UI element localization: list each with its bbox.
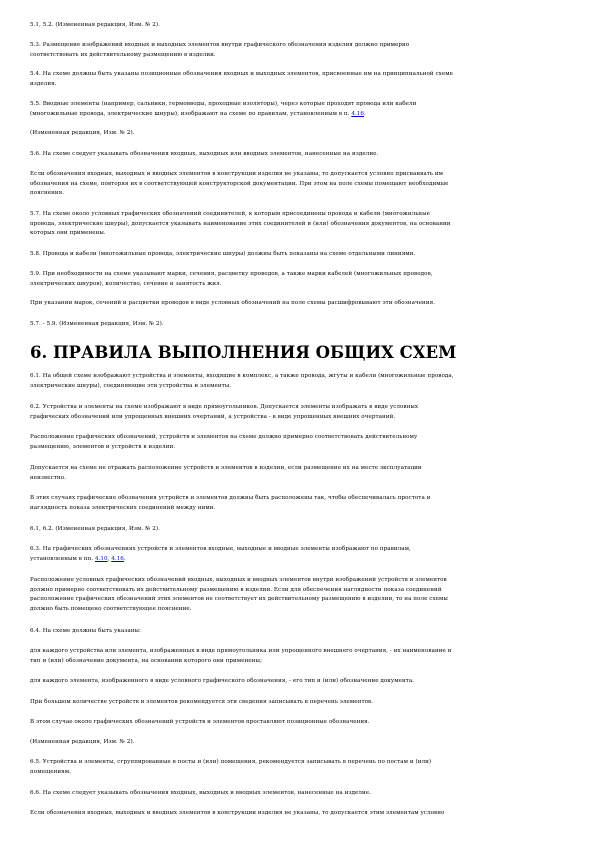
text-line — [30, 100, 568, 110]
paragraph — [30, 789, 568, 799]
text-run: (многожильные провода, электрические шнуры), изображают на схеме по правилам, установленным в п. — [30, 110, 352, 117]
text-line — [30, 320, 568, 330]
text-run: обозначения на схеме, повторяя их в соответствующей конструкторской документации. При этом на поле схемы помещают необходимые — [30, 180, 449, 187]
paragraph — [30, 320, 568, 330]
text-run: размещению, элементов и устройств в изделии. — [30, 443, 176, 450]
text-line — [30, 698, 568, 708]
text-line — [30, 41, 568, 51]
text-run: 6.3. На графических обозначениях устройств и элементов входные, выходные и вводные элементы изображают по правилам, — [30, 546, 411, 552]
text-line — [30, 433, 568, 443]
text-run: пояснения. — [30, 190, 65, 197]
text-line — [30, 220, 568, 230]
text-run: 5.8. Провода и кабели (многожильные провода, электрические шнуры) должны быть показаны на схеме отдельными линиями. — [30, 251, 416, 257]
text-run: 6.1. На общей схеме изображают устройства и элементы, входящие в комплекс, а также провода, жгуты и кабели (многожильные провода, — [30, 373, 454, 379]
paragraph — [30, 809, 568, 819]
text-run: наглядность показа электрических соединений между ними. — [30, 504, 216, 511]
paragraph — [30, 21, 568, 31]
paragraph — [30, 464, 568, 483]
text-line — [30, 474, 568, 484]
paragraph — [30, 250, 568, 260]
paragraph — [30, 270, 568, 289]
section-heading: 6. ПРАВИЛА ВЫПОЛНЕНИЯ ОБЩИХ СХЕМ — [30, 343, 457, 362]
text-run: для каждого элемента, изображенного в виде условного графического обозначения, - его тип и (или) обозначение документа. — [30, 678, 415, 684]
text-run: помещениям. — [30, 768, 71, 775]
text-run: 6.5. Устройства и элементы, сгруппированные в посты и (или) помещения, рекомендуется записывать в перечень по постам и (или) — [30, 759, 432, 765]
text-line — [30, 21, 568, 31]
text-run: В этом случае около графических обозначений устройств и элементов проставляют позиционные обозначения. — [30, 719, 370, 725]
text-run: 5.5. Вводные элементы (например, сальники, гермовводы, проходные изоляторы), через которые проходят провода или кабели — [30, 101, 417, 107]
text-line — [30, 51, 568, 61]
text-run: изделия. — [30, 80, 57, 87]
text-line — [30, 504, 568, 514]
paragraph — [30, 698, 568, 708]
text-line — [30, 595, 568, 605]
text-run: Если обозначения входных, выходных и вводных элементов в конструкции изделия не указаны, то допускается условно присваивать им — [30, 171, 444, 177]
text-run: которых они применены. — [30, 230, 106, 237]
paragraph — [30, 41, 568, 60]
text-line — [30, 494, 568, 504]
text-line — [30, 809, 568, 819]
text-line — [30, 180, 568, 190]
text-line — [30, 170, 568, 180]
text-run: 5.7. На схеме около условных графических обозначений соединителей, к которым присоединены провода и кабели (многожильные — [30, 211, 430, 217]
text-line — [30, 210, 568, 220]
text-run: При указании марок, сечений и расцветки проводов в виде условных обозначений на поле схемы расшифровывают эти обозначения. — [30, 300, 436, 306]
paragraph — [30, 299, 568, 309]
text-run: 6.4. На схеме должны быть указаны: — [30, 628, 141, 634]
text-run: 5.4. На схеме должны быть указаны позиционные обозначения входных и выходных элементов, присвоенные им на принципиальной схеме — [30, 71, 454, 77]
text-line — [30, 789, 568, 799]
text-line — [30, 443, 568, 453]
text-line — [30, 586, 568, 596]
text-run: провода, электрические шнуры), допускается указывать наименование этих соединителей и (или) обозначения документов, на основании — [30, 220, 451, 227]
text-line — [30, 189, 568, 199]
text-line — [30, 403, 568, 413]
text-run: . — [363, 110, 366, 117]
text-run: 6.1, 6.2. (Измененная редакция, Изм. № 2). — [30, 526, 160, 532]
text-line — [30, 299, 568, 309]
text-run: Допускается на схеме не отражать расположение устройств и элементов в изделии, если размещение их на месте эксплуатации — [30, 465, 422, 471]
text-run: для каждого устройства или элемента, изображенных в виде прямоугольника или упрощенного внешнего очертания, - их наименование и — [30, 648, 452, 654]
text-run: 5.6. На схеме следует указывать обозначения входных, выходных или вводных элементов, нанесенные на изделие. — [30, 151, 379, 157]
text-run: 5.1, 5.2. (Измененная редакция, Изм. № 2). — [30, 22, 160, 28]
text-run: электрических шнуров), количество, сечение и занятость жил. — [30, 280, 222, 287]
paragraph — [30, 545, 568, 564]
text-line — [30, 464, 568, 474]
text-run: расположение графических обозначений этих элементов не соответствует их действительному размещению в изделии, то на поле схемы — [30, 596, 448, 603]
text-run: неизвестно. — [30, 474, 66, 481]
text-line — [30, 270, 568, 280]
paragraph — [30, 372, 568, 391]
paragraph — [30, 100, 568, 119]
text-line — [30, 627, 568, 637]
clause-link[interactable]: 4.16 — [111, 555, 124, 562]
paragraph — [30, 525, 568, 535]
text-run: . — [123, 555, 126, 562]
text-run: При большом количестве устройств и элементов рекомендуется эти сведения записывать в перечень элементов. — [30, 699, 374, 705]
text-run: тип и (или) обозначение документа, на основании которого они применены; — [30, 657, 262, 664]
paragraph — [30, 210, 568, 239]
paragraph — [30, 677, 568, 687]
text-run: Расположение условных графических обозначений входных, выходных и вводных элементов внутри изображений устройств и элементов — [30, 577, 447, 583]
text-line — [30, 677, 568, 687]
text-run: графических обозначений или упрощенных внешних очертаний, а устройства - в виде упрощенных внешних очертаний. — [30, 413, 396, 420]
text-line — [30, 647, 568, 657]
clause-link[interactable]: 4.16 — [351, 110, 364, 117]
text-run: электрические шнуры), соединяющие эти устройства и элементы. — [30, 382, 232, 389]
text-run: (Измененная редакция, Изм. № 2). — [30, 130, 135, 136]
text-run: должно быть помещено соответствующее пояснение. — [30, 605, 192, 612]
paragraph — [30, 627, 568, 637]
paragraph — [30, 718, 568, 728]
text-line — [30, 576, 568, 586]
paragraph — [30, 70, 568, 89]
text-run: Расположение графических обозначений, устройств и элементов на схеме должно примерно соответствовать действительному — [30, 434, 418, 440]
paragraph — [30, 758, 568, 777]
text-line — [30, 129, 568, 139]
text-line — [30, 150, 568, 160]
paragraph — [30, 433, 568, 452]
paragraph — [30, 494, 568, 513]
text-run: Если обозначения входных, выходных и вводных элементов в конструкции изделия не указаны, то допускается этим элементам условно — [30, 810, 445, 816]
text-line — [30, 413, 568, 423]
paragraph — [30, 403, 568, 422]
text-run: В этих случаях графические обозначения устройств и элементов должны быть расположены так, чтобы обеспечивалась простота и — [30, 495, 431, 501]
text-run: 5.3. Размещение изображений входных и выходных элементов внутри графического обозначения изделия должно примерно — [30, 42, 410, 48]
text-run: , — [107, 555, 112, 562]
text-run: 5.9. При необходимости на схеме указывают марки, сечения, расцветку проводов, а также марки кабелей (многожильных проводов, — [30, 271, 433, 277]
text-line — [30, 229, 568, 239]
text-line — [30, 738, 568, 748]
text-line — [30, 110, 568, 120]
text-run: (Измененная редакция, Изм. № 2). — [30, 739, 135, 745]
text-line — [30, 525, 568, 535]
paragraph — [30, 738, 568, 748]
text-run: должно примерно соответствовать их действительному размещению в изделии. Если для обеспечения наглядности показа соединений — [30, 586, 442, 593]
text-line — [30, 70, 568, 80]
paragraph — [30, 150, 568, 160]
text-run: 6.6. На схеме следует указывать обозначения входных, выходных и вводных элементов, нанесенные на изделие. — [30, 790, 371, 796]
text-line — [30, 768, 568, 778]
paragraph — [30, 647, 568, 666]
paragraph — [30, 576, 568, 614]
text-run: 6.2. Устройства и элементы на схеме изображают в виде прямоугольников. Допускается элементы изображать в виде условных — [30, 404, 419, 410]
text-line — [30, 545, 568, 555]
text-line — [30, 605, 568, 615]
paragraph — [30, 129, 568, 139]
text-line — [30, 657, 568, 667]
text-run: соответствовать их действительному размещению в изделии. — [30, 51, 216, 58]
text-line — [30, 718, 568, 728]
text-line — [30, 372, 568, 382]
text-line — [30, 280, 568, 290]
text-line — [30, 382, 568, 392]
text-run: установленным в пп. — [30, 555, 95, 562]
paragraph — [30, 170, 568, 199]
text-run: 5.7. - 5.9. (Измененная редакция, Изм. № 2). — [30, 321, 164, 327]
text-line — [30, 758, 568, 768]
text-line — [30, 250, 568, 260]
text-line — [30, 80, 568, 90]
text-line — [30, 555, 568, 565]
clause-link[interactable]: 4.10 — [94, 555, 108, 562]
